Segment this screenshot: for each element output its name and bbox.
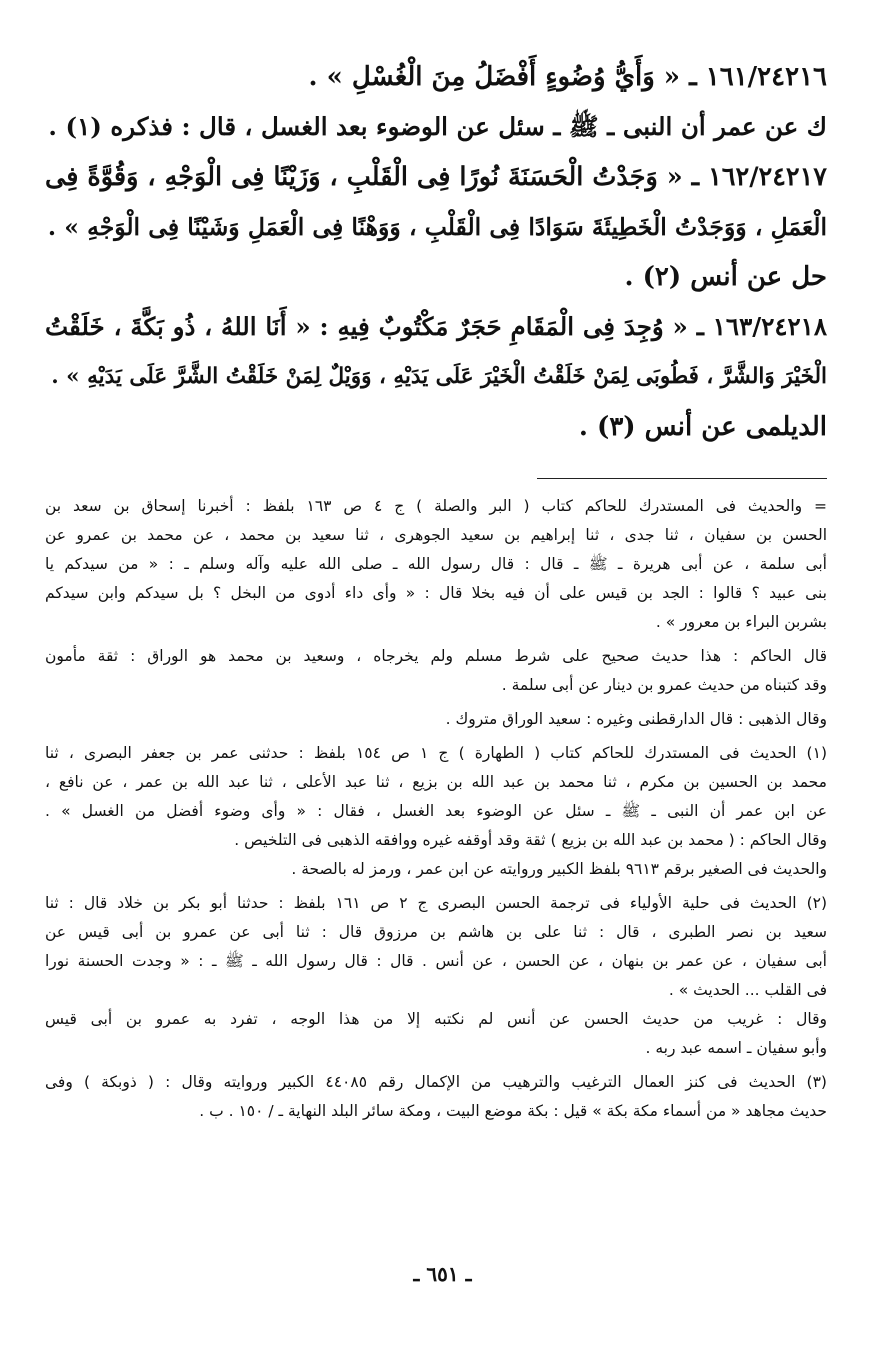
footnote-line: عن ابن عمر أن النبى ـ ﷺ ـ سئل عن الوضوء بعد الغسل ، فقال : « وأى وضوء أفضل من الغسل » . bbox=[45, 802, 827, 820]
footnote-line: أبى سلمة ، عن أبى هريرة ـ ﷺ ـ قال : قال رسول الله ـ صلى الله عليه وآله وسلم ـ : « من سيدكم يا bbox=[45, 555, 827, 573]
footnote-line: قال الحاكم : هذا حديث صحيح على شرط مسلم ولم يخرجاه ، وسعيد بن محمد هو الوراق : ثقة مأمون bbox=[45, 647, 827, 665]
footnote-line: أبى سفيان ، عن عمر بن بنهان ، عن الحسن ، عن أنس . قال : قال رسول الله ـ ﷺ ـ : « وجدت الحسنة نورا bbox=[45, 952, 827, 970]
footnote-paragraph bbox=[45, 1068, 827, 1126]
footnote-line: والحديث فى الصغير برقم ٩٦١٣ بلفظ الكبير وروايته عن ابن عمر ، ورمز له بالصحة . bbox=[291, 860, 827, 878]
footnote-paragraph bbox=[45, 889, 827, 1063]
footnote-line: بنى عبيد ؟ قالوا : الجد بن قيس على أن فيه بخلا قال : « وأى داء أدوى من البخل ؟ بل سيدكم وابن سيدكم bbox=[45, 584, 827, 602]
footnote-line: وأبو سفيان ـ اسمه عبد ربه . bbox=[645, 1039, 827, 1057]
footnote-line: وقد كتبناه من حديث عمرو بن دينار عن أبى سلمة . bbox=[501, 676, 827, 694]
footnote-paragraph bbox=[45, 492, 827, 637]
footnote-line: وقال الذهبى : قال الدارقطنى وغيره : سعيد الوراق متروك . bbox=[445, 710, 827, 728]
footnote-paragraph bbox=[45, 739, 827, 884]
main-text-line: ك عن عمر أن النبى ـ ﷺ ـ سئل عن الوضوء بعد الغسل ، قال : فذكره (١) . bbox=[48, 112, 827, 141]
footnote-line: وقال الحاكم : ( محمد بن عبد الله بن بزيع ) ثقة وقد أوقفه غيره ووافقه الذهبى فى التلخيص . bbox=[234, 831, 827, 849]
footnote-line: حديث مجاهد « من أسماء مكة بكة » قيل : بكة موضع البيت ، ومكة سائر البلد النهاية ـ / ١٥٠ . ب . bbox=[199, 1102, 827, 1120]
footnotes bbox=[45, 492, 827, 1131]
footnote-line: = والحديث فى المستدرك للحاكم كتاب ( البر والصلة ) ج ٤ ص ١٦٣ بلفظ : أخبرنا إسحاق بن سعد بن bbox=[45, 497, 827, 515]
footnote-paragraph bbox=[45, 705, 827, 734]
page-number: ـ ٦٥١ ـ bbox=[413, 1262, 472, 1286]
footnote-line: الحسن بن سفيان ، ثنا جدى ، ثنا إبراهيم بن سعيد الجوهرى ، ثنا سعيد بن محمد ، عن محمد بن عمرو عن bbox=[45, 526, 827, 544]
main-text-line: ١٦٣/٢٤٢١٨ ـ « وُجِدَ فِى الْمَقَامِ حَجَرٌ مَكْتُوبٌ فِيهِ : « أَنَا اللهُ ، ذُو بَكَّةَ ، خَلَقْتُ bbox=[45, 312, 827, 341]
main-text-line: الْخَيْرَ وَالشَّرَّ ، فَطُوبَى لِمَنْ خَلَقْتُ الْخَيْرَ عَلَى يَدَيْهِ ، وَوَيْلٌ لِمَنْ خَلَقْتُ الشَّرَّ عَلَى يَدَيْهِ » . bbox=[51, 364, 827, 389]
footnote-line: بشربن البراء بن معرور » . bbox=[655, 613, 827, 631]
footnote-line: محمد بن الحسين بن مكرم ، ثنا محمد بن عبد الله بن بزيع ، ثنا عبد الأعلى ، ثنا عبد الله بن عمر ، عن نافع ، bbox=[45, 773, 827, 791]
footnote-paragraph bbox=[45, 642, 827, 700]
main-text-line: الْعَمَلِ ، وَوَجَدْتُ الْخَطِيئَةَ سَوَادًا فِى الْقَلْبِ ، وَوَهْنًا فِى الْعَمَلِ وَشَيْنًا فِى الْوَجْهِ » . bbox=[47, 213, 827, 241]
hadith-main-text bbox=[45, 52, 827, 452]
footnote-line: (٣) الحديث فى كنز العمال الترغيب والترهيب من الإكمال رقم ٤٤٠٨٥ الكبير وروايته وقال : ( ذوبكة ) وفى bbox=[45, 1073, 827, 1091]
footnote-line: فى القلب ... الحديث » . bbox=[668, 981, 827, 999]
footnote-line: سعيد بن نصر الطبرى ، قال : ثنا على بن هاشم بن مرزوق قال : ثنا أبى عن عمرو بن أبى قيس عن bbox=[45, 923, 827, 941]
main-text-line: ١٦١/٢٤٢١٦ ـ « وَأَيُّ وُضُوءٍ أَفْضَلُ مِنَ الْغُسْلِ » . bbox=[308, 62, 827, 92]
main-text-line: الديلمى عن أنس (٣) . bbox=[578, 412, 827, 442]
footnote-line: (٢) الحديث فى حلية الأولياء فى ترجمة الحسن البصرى ج ٢ ص ١٦١ بلفظ : حدثنا أبو بكر بن خلاد قال : ثنا bbox=[45, 894, 827, 912]
main-text-line: حل عن أنس (٢) . bbox=[624, 262, 827, 292]
footnote-line: وقال : غريب من حديث الحسن عن أنس لم نكتبه إلا من هذا الوجه ، تفرد به عمرو بن أبى قيس bbox=[45, 1010, 827, 1028]
main-text-line: ١٦٢/٢٤٢١٧ ـ « وَجَدْتُ الْحَسَنَةَ نُورًا فِى الْقَلْبِ ، وَزَيْنًا فِى الْوَجْهِ ، وَقُوَّةً فِى bbox=[45, 162, 827, 192]
footnote-line: (١) الحديث فى المستدرك للحاكم كتاب ( الطهارة ) ج ١ ص ١٥٤ بلفظ : حدثنى عمر بن جعفر البصرى ، ثنا bbox=[45, 744, 827, 762]
footnote-separator bbox=[537, 478, 827, 479]
